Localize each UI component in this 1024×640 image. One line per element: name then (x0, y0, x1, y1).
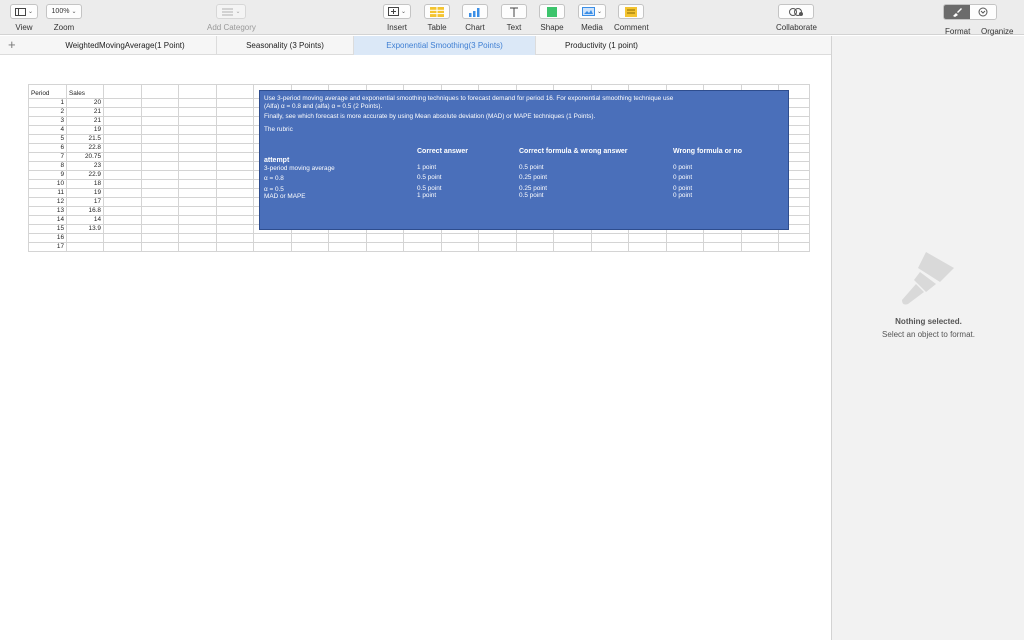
rubric-cell: 1 point (417, 192, 437, 200)
view-button[interactable] (10, 4, 38, 19)
sales-cell[interactable] (67, 234, 104, 243)
media-control[interactable] (578, 4, 606, 32)
sheet-tabs (0, 36, 831, 55)
empty-cell[interactable] (179, 216, 217, 225)
insert-label: Insert (386, 23, 407, 32)
period-cell[interactable]: 7 (29, 153, 67, 162)
rubric-heading: The rubric (264, 125, 293, 133)
empty-cell[interactable] (104, 153, 142, 162)
period-cell[interactable]: 6 (29, 144, 67, 153)
empty-cell[interactable] (217, 117, 254, 126)
format-sidebar (831, 36, 1024, 640)
empty-cell[interactable] (367, 243, 404, 252)
empty-cell[interactable] (479, 243, 517, 252)
empty-cell[interactable] (179, 180, 217, 189)
empty-cell[interactable] (179, 135, 217, 144)
empty-cell[interactable] (217, 99, 254, 108)
empty-cell[interactable] (254, 234, 292, 243)
list-icon (222, 8, 233, 16)
organize-icon (978, 7, 988, 17)
empty-cell[interactable] (742, 243, 779, 252)
period-cell[interactable]: 16 (29, 234, 67, 243)
period-cell[interactable]: 4 (29, 126, 67, 135)
chart-label: Chart (465, 23, 485, 32)
sales-cell[interactable]: 23 (67, 162, 104, 171)
rubric-col-formula (519, 148, 628, 200)
empty-cell[interactable] (629, 243, 667, 252)
instruction-line-1: Use 3-period moving average and exponential smoothing techniques to forecast demand for period 16. For exponential smoothing technique use (264, 95, 674, 102)
period-cell[interactable]: 1 (29, 99, 67, 108)
rubric-header-formula: Correct formula & wrong answer (519, 148, 628, 155)
empty-cell[interactable] (217, 85, 254, 99)
table-row (29, 234, 810, 243)
empty-cell[interactable] (142, 243, 179, 252)
comment-control[interactable] (614, 4, 649, 32)
empty-cell[interactable] (179, 198, 217, 207)
empty-cell[interactable] (179, 117, 217, 126)
rubric-cell: 0.25 point (519, 174, 548, 182)
shape-button[interactable] (539, 4, 565, 19)
empty-cell[interactable] (217, 189, 254, 198)
empty-cell[interactable] (442, 243, 479, 252)
empty-cell[interactable] (179, 85, 217, 99)
chevron-down-icon: ⌄ (596, 9, 603, 15)
sales-cell[interactable] (67, 243, 104, 252)
empty-cell[interactable] (104, 189, 142, 198)
rubric-cell: 0 point (673, 184, 693, 192)
view-label: View (15, 23, 33, 32)
empty-cell[interactable] (667, 243, 704, 252)
rubric-cell: 0 point (673, 163, 693, 171)
empty-cell[interactable] (179, 144, 217, 153)
empty-cell[interactable] (217, 171, 254, 180)
sidebar-subtitle: Select an object to format. (882, 330, 975, 339)
empty-cell[interactable] (104, 180, 142, 189)
empty-cell[interactable] (179, 99, 217, 108)
empty-cell[interactable] (142, 117, 179, 126)
sales-cell[interactable]: 16.8 (67, 207, 104, 216)
empty-cell[interactable] (292, 234, 329, 243)
empty-cell[interactable] (217, 180, 254, 189)
empty-cell[interactable] (142, 135, 179, 144)
empty-cell[interactable] (142, 85, 179, 99)
sales-cell[interactable]: 13.9 (67, 225, 104, 234)
sales-cell[interactable]: 19 (67, 126, 104, 135)
empty-cell[interactable] (142, 216, 179, 225)
media-label: Media (581, 23, 603, 32)
rubric-cell: 3-period moving average (264, 164, 335, 172)
empty-cell[interactable] (592, 234, 629, 243)
period-cell[interactable]: 5 (29, 135, 67, 144)
chart-button[interactable] (462, 4, 488, 19)
insert-button[interactable] (383, 4, 411, 19)
zoom-select[interactable] (46, 4, 82, 19)
chevron-down-icon: ⌄ (71, 9, 77, 15)
add-category-button[interactable] (216, 4, 246, 19)
empty-cell[interactable] (667, 234, 704, 243)
empty-cell[interactable] (142, 189, 179, 198)
empty-cell[interactable] (554, 243, 592, 252)
sales-cell[interactable]: 22.8 (67, 144, 104, 153)
sales-cell[interactable]: 19 (67, 189, 104, 198)
period-cell[interactable]: 11 (29, 189, 67, 198)
empty-cell[interactable] (217, 162, 254, 171)
period-cell[interactable]: 15 (29, 225, 67, 234)
empty-cell[interactable] (404, 234, 442, 243)
zoom-label: Zoom (53, 23, 75, 32)
insert-icon (388, 7, 399, 16)
tab-productivity[interactable]: Productivity (1 point) (565, 41, 638, 50)
chevron-down-icon: ⌄ (27, 9, 34, 15)
sales-cell[interactable]: 21.5 (67, 135, 104, 144)
empty-cell[interactable] (217, 225, 254, 234)
empty-cell[interactable] (217, 216, 254, 225)
rubric-cell: 0.5 point (417, 184, 442, 192)
table-label: Table (427, 23, 447, 32)
empty-cell[interactable] (592, 243, 629, 252)
chart-control[interactable] (462, 4, 488, 32)
rubric-col-attempt (264, 157, 335, 201)
empty-cell[interactable] (142, 171, 179, 180)
column-header[interactable]: Sales (67, 85, 104, 99)
organize-button[interactable] (970, 5, 996, 19)
empty-cell[interactable] (442, 234, 479, 243)
sales-cell[interactable]: 22.9 (67, 171, 104, 180)
empty-cell[interactable] (217, 153, 254, 162)
table-button[interactable] (424, 4, 450, 19)
empty-cell[interactable] (179, 108, 217, 117)
shape-label: Shape (540, 23, 564, 32)
empty-cell[interactable] (704, 234, 742, 243)
rubric-cell: 0.25 point (519, 184, 548, 192)
rubric-cell: α = 0.5 (264, 185, 284, 193)
toolbar (0, 0, 1024, 35)
empty-cell[interactable] (142, 108, 179, 117)
table-icon (430, 7, 444, 17)
empty-cell[interactable] (517, 243, 554, 252)
rubric-header-correct: Correct answer (417, 148, 468, 155)
rubric-cell: MAD or MAPE (264, 193, 306, 201)
empty-cell[interactable] (104, 108, 142, 117)
text-control[interactable] (501, 4, 527, 32)
empty-cell[interactable] (779, 243, 810, 252)
text-label: Text (506, 23, 522, 32)
collaborate-label: Collaborate (776, 23, 817, 32)
add-sheet-icon[interactable]: + (8, 37, 16, 52)
rubric-cell: 1 point (417, 163, 437, 171)
empty-cell[interactable] (142, 180, 179, 189)
view-control[interactable] (10, 4, 38, 32)
collaborate-control[interactable] (776, 4, 817, 32)
sales-cell[interactable]: 17 (67, 198, 104, 207)
empty-cell[interactable] (104, 225, 142, 234)
sidebar-view-icon (15, 8, 26, 16)
zoom-value: 100% (51, 8, 70, 15)
empty-cell[interactable] (142, 207, 179, 216)
empty-cell[interactable] (104, 99, 142, 108)
period-cell[interactable]: 12 (29, 198, 67, 207)
empty-cell[interactable] (404, 243, 442, 252)
organize-label: Organize (981, 27, 1014, 36)
shape-icon (547, 7, 557, 17)
comment-button[interactable] (618, 4, 644, 19)
collaborate-button[interactable] (778, 4, 814, 19)
empty-cell[interactable] (179, 243, 217, 252)
sales-cell[interactable]: 20.75 (67, 153, 104, 162)
shape-control[interactable] (539, 4, 565, 32)
empty-cell[interactable] (217, 126, 254, 135)
rubric-cell: 0 point (673, 174, 693, 182)
rubric-cell: 0.5 point (417, 174, 442, 182)
rubric-header-attempt: attempt (264, 157, 290, 164)
empty-cell[interactable] (517, 234, 554, 243)
zoom-control[interactable] (46, 4, 82, 32)
empty-cell[interactable] (179, 207, 217, 216)
empty-cell[interactable] (104, 126, 142, 135)
empty-cell[interactable] (179, 171, 217, 180)
empty-cell[interactable] (179, 225, 217, 234)
empty-cell[interactable] (142, 99, 179, 108)
media-button[interactable] (578, 4, 606, 19)
empty-cell[interactable] (104, 216, 142, 225)
chart-icon (468, 7, 482, 17)
period-cell[interactable]: 14 (29, 216, 67, 225)
period-cell[interactable]: 9 (29, 171, 67, 180)
empty-cell[interactable] (217, 243, 254, 252)
rubric-cell: α = 0.8 (264, 175, 284, 183)
empty-cell[interactable] (104, 117, 142, 126)
empty-cell[interactable] (704, 243, 742, 252)
tab-exponential-smoothing[interactable]: Exponential Smoothing(3 Points) (354, 36, 536, 55)
empty-cell[interactable] (104, 207, 142, 216)
empty-cell[interactable] (217, 108, 254, 117)
text-icon (509, 7, 519, 17)
rubric-cell: 0 point (673, 192, 693, 200)
empty-cell[interactable] (142, 126, 179, 135)
comment-icon (625, 7, 637, 17)
empty-cell[interactable] (142, 234, 179, 243)
rubric-cell: 0.5 point (519, 192, 544, 200)
collaborate-icon (788, 7, 804, 17)
paintbrush-icon (896, 246, 960, 310)
period-cell[interactable]: 13 (29, 207, 67, 216)
empty-cell[interactable] (554, 234, 592, 243)
instruction-line-2: (Alfa) α = 0.8 and (alfa) α = 0.5 (2 Points). (264, 102, 383, 110)
empty-cell[interactable] (142, 162, 179, 171)
empty-cell[interactable] (104, 162, 142, 171)
empty-cell[interactable] (104, 85, 142, 99)
inspector-toggle[interactable] (943, 4, 997, 20)
empty-cell[interactable] (179, 162, 217, 171)
paintbrush-icon (952, 7, 963, 17)
media-icon (582, 7, 595, 16)
period-cell[interactable]: 2 (29, 108, 67, 117)
empty-cell[interactable] (629, 234, 667, 243)
period-cell[interactable]: 10 (29, 180, 67, 189)
empty-cell[interactable] (329, 234, 367, 243)
empty-cell[interactable] (292, 243, 329, 252)
sales-cell[interactable]: 21 (67, 117, 104, 126)
empty-cell[interactable] (479, 234, 517, 243)
empty-cell[interactable] (104, 144, 142, 153)
table-control[interactable] (424, 4, 450, 32)
empty-cell[interactable] (179, 234, 217, 243)
add-category-label: Add Category (207, 23, 256, 32)
empty-cell[interactable] (217, 144, 254, 153)
text-button[interactable] (501, 4, 527, 19)
format-button[interactable] (944, 5, 970, 19)
period-cell[interactable]: 17 (29, 243, 67, 252)
empty-cell[interactable] (179, 153, 217, 162)
empty-cell[interactable] (142, 144, 179, 153)
period-cell[interactable]: 8 (29, 162, 67, 171)
period-cell[interactable]: 3 (29, 117, 67, 126)
empty-cell[interactable] (104, 135, 142, 144)
rubric-col-correct (417, 148, 468, 200)
empty-cell[interactable] (179, 126, 217, 135)
empty-cell[interactable] (179, 189, 217, 198)
empty-cell[interactable] (142, 198, 179, 207)
sales-cell[interactable]: 18 (67, 180, 104, 189)
rubric-col-wrong (673, 148, 742, 200)
empty-cell[interactable] (742, 234, 779, 243)
empty-cell[interactable] (217, 198, 254, 207)
empty-cell[interactable] (104, 198, 142, 207)
sidebar-title: Nothing selected. (895, 317, 962, 326)
empty-cell[interactable] (254, 243, 292, 252)
sales-cell[interactable]: 20 (67, 99, 104, 108)
empty-cell[interactable] (329, 243, 367, 252)
empty-cell[interactable] (367, 234, 404, 243)
insert-control[interactable] (383, 4, 411, 32)
sales-cell[interactable]: 21 (67, 108, 104, 117)
empty-cell[interactable] (104, 243, 142, 252)
instruction-line-3: Finally, see which forecast is more accurate by using Mean absolute deviation (MAD) or MAPE techniques (1 Points). (264, 113, 596, 121)
table-row (29, 243, 810, 252)
comment-label: Comment (614, 23, 649, 32)
rubric-header-wrong: Wrong formula or no (673, 148, 743, 155)
format-label: Format (945, 27, 971, 36)
tab-seasonality[interactable]: Seasonality (3 Points) (217, 36, 354, 55)
empty-cell[interactable] (142, 225, 179, 234)
empty-cell[interactable] (779, 234, 810, 243)
sales-cell[interactable]: 14 (67, 216, 104, 225)
column-header[interactable]: Period (29, 85, 67, 99)
empty-cell[interactable] (142, 153, 179, 162)
empty-cell[interactable] (217, 234, 254, 243)
add-category-control[interactable] (207, 4, 256, 32)
empty-cell[interactable] (104, 234, 142, 243)
empty-cell[interactable] (217, 135, 254, 144)
chevron-down-icon: ⌄ (235, 9, 241, 15)
instructions-textbox[interactable] (259, 90, 789, 230)
tab-weighted-moving-average[interactable]: WeightedMovingAverage(1 Point) (34, 36, 217, 55)
empty-cell[interactable] (104, 171, 142, 180)
rubric-cell: 0.5 point (519, 163, 544, 171)
empty-cell[interactable] (217, 207, 254, 216)
chevron-down-icon: ⌄ (400, 9, 407, 15)
